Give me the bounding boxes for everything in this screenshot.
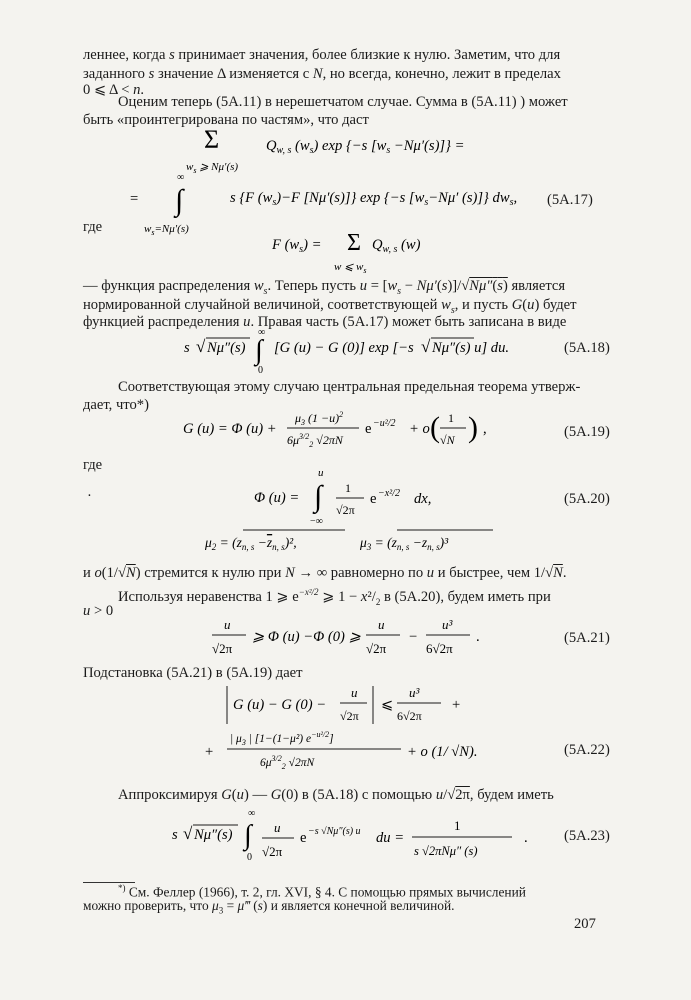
svg-text:6√2π: 6√2π (397, 709, 422, 723)
svg-text:| μ3 | [1−(1−μ²) e−u²/2]: | $\mu_3$ | [1−(1−μ²) $e^{-u^2/2}$] (230, 730, 334, 747)
footnote-line: можно проверить, что $\mu_3$ = μ‴ (s) и является конечной величиной. (83, 898, 455, 916)
svg-text:w ⩽ ws: w ⩽ $w_s$ (334, 261, 367, 275)
svg-text:Σ: Σ (204, 125, 220, 154)
svg-text:1: 1 (454, 818, 461, 833)
svg-text:−∞: −∞ (310, 516, 323, 527)
text-line: Аппроксимируя G(u) — G(0) в (5А.18) с помощью u/√2π, будем иметь (118, 787, 554, 803)
svg-text:+: + (205, 744, 214, 760)
svg-text:,: , (483, 421, 487, 437)
svg-text:ws=Nμ′(s): $w_s=N\mu'(s)$ (144, 223, 189, 237)
svg-text:+ o (1/ √N).: + o (1/ √N). (407, 744, 478, 760)
svg-text:∫: ∫ (175, 184, 184, 217)
svg-text:G (u) = Φ (u) +: G (u) = Φ (u) + (183, 421, 277, 437)
text-line: Подстановка (5А.21) в (5А.19) дает (83, 665, 303, 681)
svg-text:s: s (172, 827, 178, 843)
text-line: u > 0 (83, 603, 114, 619)
svg-text:u: u (378, 617, 385, 632)
svg-text:u: u (351, 685, 358, 700)
svg-text:[G (u) − G (0)] exp [−s: [G (u) − G (0)] exp [−s (274, 340, 414, 356)
svg-text:ws ⩾ Nμ′(s): $w_s$ ⩾ Nμ′(s) (186, 161, 239, 175)
page-number: 207 (574, 916, 596, 932)
svg-text:⩽: ⩽ (381, 697, 394, 713)
equation-mu-definitions (205, 525, 505, 555)
svg-text:): ) (468, 411, 478, 444)
text-line: быть «проинтегрирована по частям», что даст (83, 112, 369, 128)
svg-text:6√2π: 6√2π (426, 641, 453, 656)
svg-text:.: . (524, 830, 528, 846)
svg-text:6μ3/22 √2πN: $6\mu^{3/2}_2$ √2πN (260, 754, 315, 771)
svg-text:√: √ (196, 337, 206, 356)
svg-text:F (ws) =: F $(w_s)$ = (272, 237, 322, 255)
svg-text:∞: ∞ (177, 172, 185, 183)
equation-F (272, 228, 432, 278)
equation-number: (5А.18) (564, 340, 610, 356)
text-where: где (83, 457, 103, 473)
svg-text:u³: u³ (442, 617, 453, 632)
equation-number: (5А.22) (564, 742, 610, 758)
text-line: Используя неравенства 1 ⩾ $e^{-x^2/2}$ ⩾ $1 - x^2/_2$ в (5А.20), будем иметь при (118, 587, 551, 607)
svg-text:u: u (318, 467, 324, 479)
equation-5A21 (212, 612, 502, 662)
svg-text:Nμ″(s): Nμ″(s) (194, 827, 233, 843)
svg-text:+ o: + o (409, 421, 430, 437)
svg-text:e: e (365, 421, 372, 437)
svg-text:(: ( (430, 411, 440, 444)
svg-text:e: e (300, 830, 307, 846)
text-line: нормированной случайной величиной, соответствующей $w_s$, и пусть G(u) будет (83, 297, 577, 316)
equation-number: (5А.17) (547, 192, 593, 208)
equation-5A18 (184, 325, 524, 375)
svg-text:√: √ (421, 337, 431, 356)
svg-text:−s √Nμ″(s) u: −s √Nμ″(s) u (308, 826, 361, 837)
svg-text:u³: u³ (409, 685, 420, 700)
svg-text:√2π: √2π (340, 709, 359, 723)
text-line: функцией распределения u. Правая часть (5А.17) может быть записана в виде (83, 314, 567, 330)
svg-text:μ3 (1 −u)2: $\mu_3$ $(1 -u)^2$ (295, 410, 344, 427)
svg-text:∫: ∫ (314, 480, 323, 513)
svg-text:∞: ∞ (258, 327, 266, 338)
svg-text:−u²/2: −u²/2 (373, 418, 396, 429)
svg-text:μ3 = (zn, s −zn, s)³: $\mu_3 = (z_{n, s} -z_{n, s})^3$ (360, 535, 449, 552)
equation-number: (5А.20) (564, 491, 610, 507)
svg-text:0: 0 (258, 365, 263, 375)
svg-text:s √2πNμ″ (s): s √2πNμ″ (s) (414, 844, 478, 858)
svg-text:−: − (409, 629, 418, 645)
equation-5A22 (205, 682, 525, 778)
svg-text:Qw, s (ws) exp {−s [ws −Nμ′(s): $Q_{w, s}$ $(w_s)$ exp {−s $[w_s -N\mu'(s)]$} = (266, 138, 465, 156)
svg-text:Σ: Σ (347, 230, 361, 256)
svg-text:√2π: √2π (262, 844, 283, 859)
svg-text:Nμ″(s): Nμ″(s) (207, 340, 246, 356)
svg-text:−x²/2: −x²/2 (378, 488, 400, 499)
svg-text:1: 1 (448, 411, 454, 425)
equation-number: (5А.19) (564, 424, 610, 440)
svg-text:⩾ Φ (u) −Φ (0) ⩾: ⩾ Φ (u) −Φ (0) ⩾ (252, 629, 361, 645)
svg-text:du =: du = (376, 830, 405, 846)
svg-text:√2π: √2π (366, 641, 387, 656)
svg-text:0: 0 (247, 852, 252, 863)
equation-number: (5А.21) (564, 630, 610, 646)
svg-text:√2π: √2π (212, 641, 233, 656)
svg-text:6μ3/22 √2πN: $6\mu^{3/2}_2$ √2πN (287, 432, 343, 449)
text-line: 0 ⩽ Δ < n. (83, 82, 145, 98)
svg-text:Nμ″(s) u] du.: Nμ″(s) u] du. (432, 340, 510, 356)
equation-number: (5А.23) (564, 828, 610, 844)
svg-text:1: 1 (345, 481, 351, 495)
svg-text:.: . (476, 629, 480, 645)
svg-text:∫: ∫ (255, 335, 263, 366)
svg-text:e: e (370, 491, 377, 507)
footnote-line: *) См. Феллер (1966), т. 2, гл. XVI, § 4. С помощью прямых вычислений (118, 883, 526, 900)
svg-text:Φ (u) =: Φ (u) = (254, 490, 300, 506)
text-line: леннее, когда s принимает значения, более близкие к нулю. Заметим, что для (83, 47, 561, 63)
svg-text:√2π: √2π (336, 503, 355, 517)
svg-text:G (u) − G (0) −: G (u) − G (0) − (233, 697, 327, 713)
svg-text:+: + (452, 697, 461, 713)
svg-text:=: = (130, 191, 139, 207)
text-line: Оценим теперь (5А.11) в нерешетчатом случае. Сумма в (5А.11) ) может (118, 94, 568, 110)
text-where: где (83, 219, 103, 235)
svg-text:s: s (184, 340, 190, 356)
text-line: и o(1/√N) стремится к нулю при N → ∞ равномерно по u и быстрее, чем 1/√N. (83, 565, 567, 581)
text-line: заданного s значение Δ изменяется с N, но всегда, конечно, лежит в пределах (83, 66, 561, 82)
svg-text:√: √ (183, 824, 193, 843)
equation-5A19 (183, 404, 523, 460)
svg-text:μ2 = (zn, s −zn, s)²,: $\mu_2 = (z_{n, s} -z_{n, s})^2$, (205, 535, 297, 552)
svg-text:∫: ∫ (244, 820, 252, 851)
text-line: дает, что*) (83, 397, 149, 413)
svg-text:√N: √N (440, 433, 455, 447)
equation-5A23 (172, 806, 542, 868)
svg-text:Qw, s (w): $Q_{w, s}$ (w) (372, 237, 421, 255)
svg-text:s {F (ws)−F [Nμ′(s)]} exp {−s: s {F $(w_s)-F$ [Nμ′(s)]} exp {−s [$w_s-N\mu'$ (s)]} $dw_s$, (230, 190, 518, 208)
equation-5A20 (254, 466, 474, 528)
text-line: Соответствующая этому случаю центральная предельная теорема утверж- (118, 379, 581, 395)
text-line: — функция распределения $w_s$. Теперь пусть $u = [w_s - N\mu'(s)]/√N\mu''(s)$ является (83, 278, 566, 297)
svg-text:dx,: dx, (414, 491, 432, 507)
svg-text:∞: ∞ (248, 808, 256, 819)
stray-dot: · (87, 488, 92, 504)
svg-text:u: u (274, 820, 281, 835)
svg-text:u: u (224, 617, 231, 632)
